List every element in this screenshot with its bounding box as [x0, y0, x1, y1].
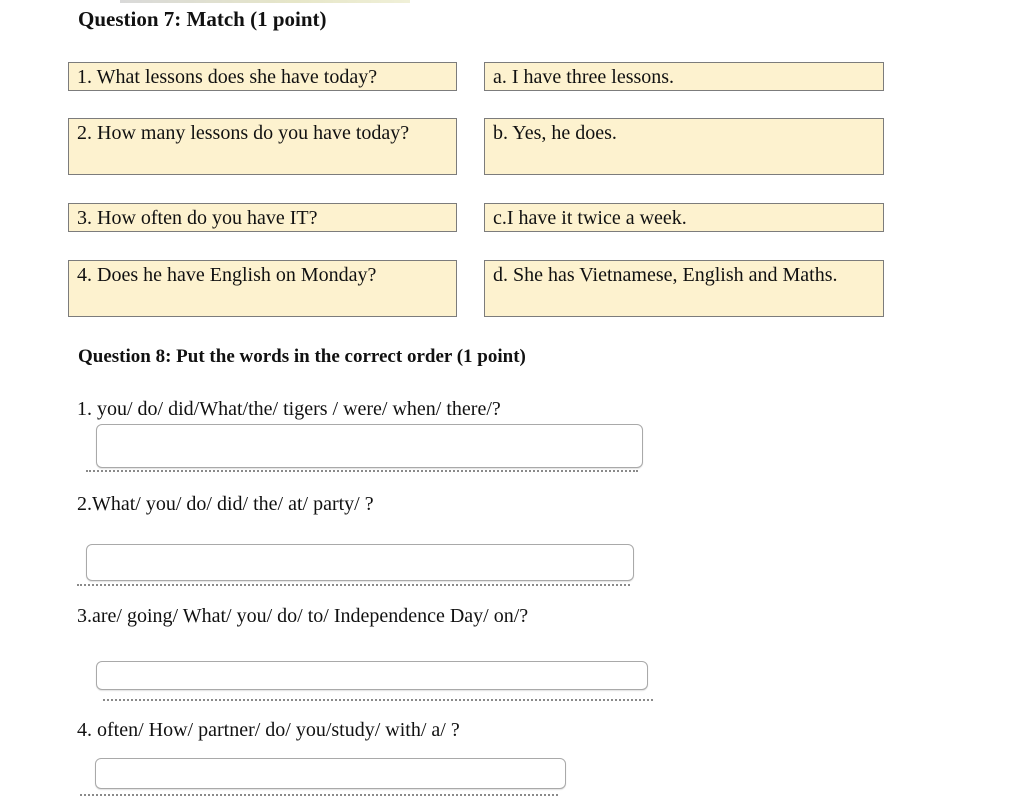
match-question-1: 1. What lessons does she have today?	[68, 62, 457, 91]
dotted-line-4	[80, 794, 558, 796]
top-edge-strip	[120, 0, 410, 3]
match-question-2: 2. How many lessons do you have today?	[68, 118, 457, 175]
order-prompt-2: 2.What/ you/ do/ did/ the/ at/ party/ ?	[77, 493, 374, 515]
answer-input-2[interactable]	[86, 544, 634, 581]
match-question-4: 4. Does he have English on Monday?	[68, 260, 457, 317]
question-8-title: Question 8: Put the words in the correct order (1 point)	[78, 346, 526, 367]
match-question-3: 3. How often do you have IT?	[68, 203, 457, 232]
answer-input-3[interactable]	[96, 661, 648, 690]
match-answer-c: c.I have it twice a week.	[484, 203, 884, 232]
match-answer-b: b. Yes, he does.	[484, 118, 884, 175]
answer-input-4[interactable]	[95, 758, 566, 789]
match-answer-d: d. She has Vietnamese, English and Maths.	[484, 260, 884, 317]
question-7-title: Question 7: Match (1 point)	[78, 7, 327, 31]
dotted-line-2	[77, 584, 630, 586]
order-prompt-3: 3.are/ going/ What/ you/ do/ to/ Independence Day/ on/?	[77, 605, 529, 627]
match-answer-a: a. I have three lessons.	[484, 62, 884, 91]
order-prompt-4: 4. often/ How/ partner/ do/ you/study/ with/ a/ ?	[77, 719, 460, 741]
dotted-line-1	[86, 470, 638, 472]
answer-input-1[interactable]	[96, 424, 643, 468]
order-prompt-1: 1. you/ do/ did/What/the/ tigers / were/ when/ there/?	[77, 398, 501, 420]
dotted-line-3	[103, 699, 653, 701]
